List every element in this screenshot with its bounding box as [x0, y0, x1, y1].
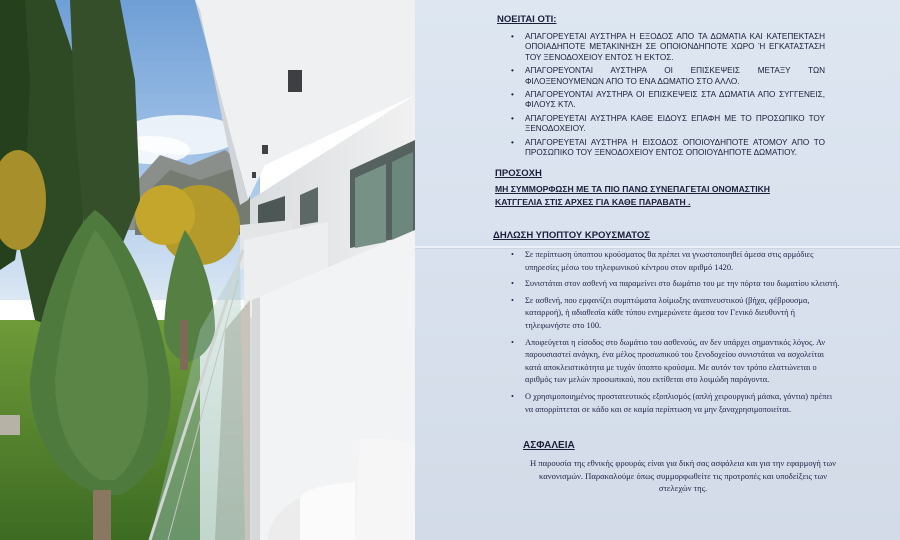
procedure-item: • Ο χρησιμοποιημένος προστατευτικός εξοπλισμός (απλή χειρουργική μάσκα, γάντια) πρέπει να απορρίπτεται σε κάδο και σε καμία περίπτωση να μην ξαναχρησιμοποιείται. — [525, 391, 840, 416]
heading-dilosi: ΔΗΛΩΣΗ ΥΠΟΠΤΟΥ ΚΡΟΥΣΜΑΤΟΣ — [493, 230, 650, 241]
procedure-item: • Συνιστάται στον ασθενή να παραμείνει στο δωμάτιο του με την πόρτα του δωματίου κλειστή. — [525, 278, 840, 291]
rule-item: • ΑΠΑΓΟΡΕΥΟΝΤΑΙ ΑΥΣΤΗΡΑ ΟΙ ΕΠΙΣΚΕΨΕΙΣ ΜΕΤΑΞΥ ΤΩΝ ΦΙΛΟΞΕΝΟΥΜΕΝΩΝ ΑΠΟ ΤΟ ΕΝΑ ΔΩΜΑΤΙΟ ΣΤΟ ΑΛΛΟ. — [525, 66, 825, 87]
notice-sheet — [415, 0, 900, 540]
procedure-item: • Σε ασθενή, που εμφανίζει συμπτώματα λοίμωξης αναπνευστικού (βήχα, φέβρουσμα, καταρροή), ή αδιαθεσία κάθε τύπου ενημερώνετε άμεσα τον Γενικό διευθυντή ή τηλεφωνήστε στο 100. — [525, 295, 840, 333]
rule-item: • ΑΠΑΓΟΡΕΥΕΤΑΙ ΑΥΣΤΗΡΑ Η ΕΞΟΔΟΣ ΑΠΟ ΤΑ ΔΩΜΑΤΙΑ ΚΑΙ ΚΑΤΕΠΕΚΤΑΣΗ ΟΠΟΙΑΔΗΠΟΤΕ ΜΕΤΑΚΙΝΗΣΗ ΣΕ ΟΠΟΙΟΝΔΗΠΟΤΕ ΧΩΡΟ Ή ΕΓΚΑΤΑΣΤΑΣΗ ΤΟΥ ΞΕΝΟΔΟΧΕΙΟΥ ΕΝΤΟΣ Ή ΕΚΤΟΣ. — [525, 32, 825, 63]
hotel-balcony-photo-icon — [0, 0, 415, 540]
rule-item: • ΑΠΑΓΟΡΕΥΕΤΑΙ ΑΥΣΤΗΡΑ Η ΕΙΣΟΔΟΣ ΟΠΟΙΟΥΔΗΠΟΤΕ ΑΤΟΜΟΥ ΑΠΟ ΤΟ ΠΡΟΣΩΠΙΚΟ ΤΟΥ ΞΕΝΟΔΟΧΕΙΟΥ ΕΝΤΟΣ ΟΠΟΙΟΥΔΗΠΟΤΕ ΔΩΜΑΤΙΟΥ. — [525, 138, 825, 159]
rules-list — [525, 32, 825, 161]
rule-item: • ΑΠΑΓΟΡΕΥΟΝΤΑΙ ΑΥΣΤΗΡΑ ΟΙ ΕΠΙΣΚΕΨΕΙΣ ΣΤΑ ΔΩΜΑΤΙΑ ΑΠΟ ΣΥΓΓΕΝΕΙΣ, ΦΙΛΟΥΣ ΚΤΛ. — [525, 90, 825, 111]
heading-prosoxi: ΠΡΟΣΟΧΗ — [495, 168, 542, 179]
safety-paragraph: Η παρουσία της εθνικής φρουράς είναι για δική σας ασφάλεια και για την εφαρμογή των κανονισμών. Παρακαλούμε όπως συμμορφωθείτε τις προτροπές και υποδείξεις των στελεχών της. — [529, 458, 837, 494]
hotel-balcony-photo — [0, 0, 415, 540]
procedures-list — [525, 249, 840, 420]
heading-noeitai: ΝΟΕΙΤΑΙ ΟΤΙ: — [497, 14, 557, 25]
rule-item: • ΑΠΑΓΟΡΕΥΕΤΑΙ ΑΥΣΤΗΡΑ ΚΑΘΕ ΕΙΔΟΥΣ ΕΠΑΦΗ ΜΕ ΤΟ ΠΡΟΣΩΠΙΚΟ ΤΟΥ ΞΕΝΟΔΟΧΕΙΟΥ. — [525, 114, 825, 135]
heading-asfaleia: ΑΣΦΑΛΕΙΑ — [523, 440, 575, 451]
procedure-item: • Αποφεύγεται η είσοδος στο δωμάτιο του ασθενούς, αν δεν υπάρχει σημαντικός λόγος. Αν παρουσιαστεί ανάγκη, ένα μέλος προσωπικού του ξενοδοχείου συνιστάται να ασχολείται κατά αποκλειστικότητα με τυχόν ύποπτο κρούσμα. Με αυτόν τον τρόπο ελαττώνεται ο αριθμός των μελών προσωπικού, που εκτίθεται στο λοιμώδη παράγοντα. — [525, 337, 840, 387]
warning-text: ΜΗ ΣΥΜΜΟΡΦΩΣΗ ΜΕ ΤΑ ΠΙΟ ΠΑΝΩ ΣΥΝΕΠΑΓΕΤΑΙ ΟΝΟΜΑΣΤΙΚΗ ΚΑΤΓΓΕΛΙΑ ΣΤΙΣ ΑΡΧΕΣ ΓΙΑ ΚΑΘΕ ΠΑΡΑΒΑΤΗ . — [495, 184, 770, 207]
procedure-item: • Σε περίπτωση ύποπτου κρούσματος θα πρέπει να γνωστοποιηθεί άμεσα στις αρμόδιες υπηρεσίες μέσω του τηλεφωνικού κέντρου στον αριθμό 1420. — [525, 249, 840, 274]
